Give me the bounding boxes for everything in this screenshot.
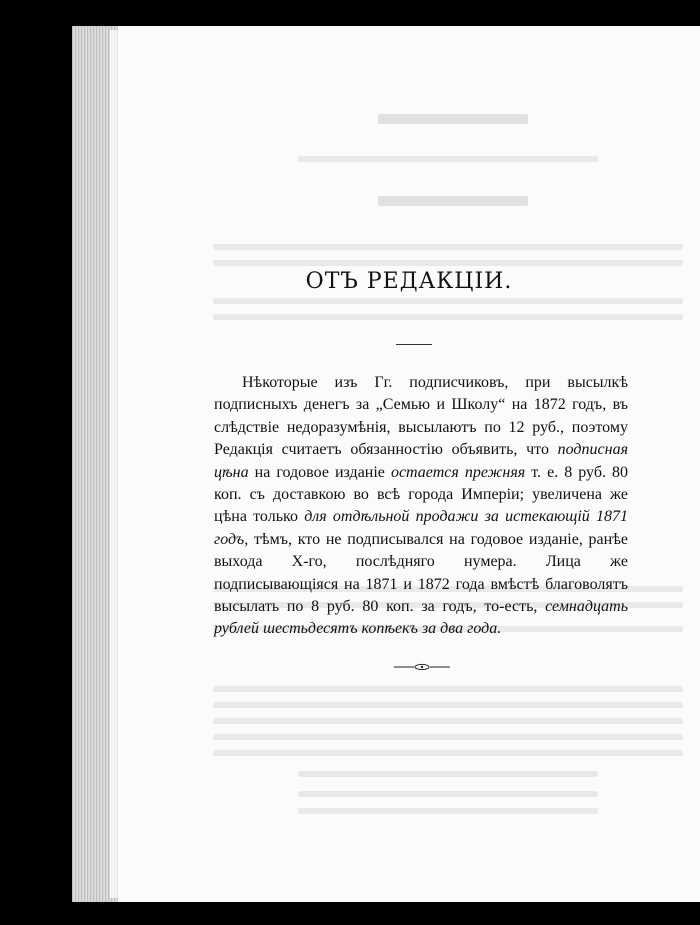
bleed-through-line bbox=[298, 791, 598, 797]
ornament-divider bbox=[392, 662, 452, 672]
bleed-through-line bbox=[213, 718, 683, 724]
bleed-through-line bbox=[213, 314, 683, 320]
text-run: тѣмъ, кто не подписывался на годовое изданіе, ранѣе выхода X-го, послѣдняго нумера. Лица же подписывающіяся на 1871 и 1872 года вмѣстѣ благоволятъ высылать по 8 руб. 80 коп. за годъ, то-есть, bbox=[214, 530, 628, 616]
bleed-through-line bbox=[298, 156, 598, 162]
text-run: на годовое изданіе bbox=[248, 463, 391, 481]
text-run: Нѣкоторые изъ Гг. подписчиковъ, при высылкѣ подписныхъ денегъ за „Семью и Школу“ на 1872 годъ, въ слѣдствіе недоразумѣнія, высылаютъ по 12 руб., поэтому Редакція считаетъ обязанностію объявить, что bbox=[214, 374, 628, 459]
bleed-through-line bbox=[213, 686, 683, 692]
article-paragraph bbox=[214, 372, 628, 641]
bleed-through-line bbox=[213, 734, 683, 740]
bleed-through-line bbox=[213, 244, 683, 250]
bleed-through-line bbox=[213, 750, 683, 756]
text-run: т. е. 8 руб. 80 коп. съ доставкою во всѣ города Имперіи; увеличена же цѣна только bbox=[214, 463, 629, 526]
bleed-through-line bbox=[378, 114, 528, 124]
italic-phrase: остается прежняя bbox=[390, 463, 526, 481]
bleed-through-line bbox=[298, 808, 598, 814]
italic-phrase: подписная цѣна bbox=[214, 441, 628, 481]
italic-phrase: семнадцать рублей шестьдесятъ копѣекъ за два года. bbox=[214, 598, 628, 638]
bleed-through-line bbox=[213, 702, 683, 708]
italic-phrase: для отдѣльной продажи за истекающій 1871 годъ, bbox=[214, 508, 628, 548]
bleed-through-line bbox=[378, 196, 528, 206]
bleed-through-line bbox=[213, 298, 683, 304]
document-page bbox=[118, 26, 700, 902]
title-rule bbox=[396, 344, 432, 345]
article-title: ОТЪ РЕДАКЦІИ. bbox=[305, 269, 513, 294]
bleed-through-line bbox=[213, 260, 683, 266]
bleed-through-line bbox=[298, 771, 598, 777]
